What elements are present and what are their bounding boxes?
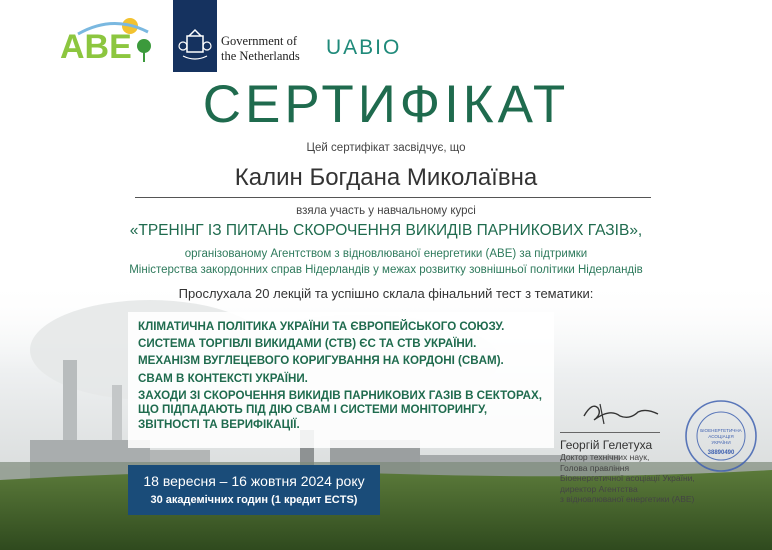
netherlands-emblem-block xyxy=(173,0,217,72)
organizer-line-2: Міністерства закордонних справ Нідерландів у межах розвитку зовнішньої політики Нідерландів xyxy=(129,264,643,276)
topics-list xyxy=(138,320,548,435)
signer-title-line: Голова правління xyxy=(560,462,630,473)
organizer-line-1: організованому Агентством з відновлюваної енергетики (АВЕ) за підтримки xyxy=(184,248,588,260)
recipient-name: Калин Богдана Миколаївна xyxy=(234,164,538,191)
academic-hours: 30 академічних годин (1 кредит ECTS) xyxy=(150,494,358,506)
completion-statement: Прослухала 20 лекцій та успішно склала фінальний тест з тематики: xyxy=(178,286,594,301)
signer-title-line: директор Агентства xyxy=(560,483,638,494)
svg-text:БІОЕНЕРГЕТИЧНА: БІОЕНЕРГЕТИЧНА xyxy=(700,428,742,433)
signer-title-line: з відновлюваної енергетики (АВЕ) xyxy=(560,494,695,504)
svg-text:ABE: ABE xyxy=(60,28,132,66)
abe-logo xyxy=(58,14,154,66)
svg-text:АСОЦІАЦІЯ: АСОЦІАЦІЯ xyxy=(708,434,734,439)
signer-name: Георгій Гелетуха xyxy=(560,438,653,452)
uabio-logo: UABIO xyxy=(326,36,402,59)
topic-item: КЛІМАТИЧНА ПОЛІТИКА УКРАЇНИ ТА ЄВРОПЕЙСЬКОГО СОЮЗУ. xyxy=(138,320,505,333)
course-dates: 18 вересня – 16 жовтня 2024 року xyxy=(143,473,365,489)
organization-stamp xyxy=(683,398,759,474)
government-name xyxy=(221,34,300,64)
svg-text:УКРАЇНИ: УКРАЇНИ xyxy=(711,440,731,445)
name-underline xyxy=(135,197,651,198)
gov-line-1: Government of xyxy=(221,34,298,48)
organizer-text xyxy=(0,246,772,278)
signature-line xyxy=(560,432,660,433)
gov-line-2: the Netherlands xyxy=(221,49,300,63)
signer-title xyxy=(560,452,695,505)
course-dates-panel xyxy=(128,465,380,515)
signer-title-line: Біоенергетичної асоціації України, xyxy=(560,473,695,483)
certificate-title: СЕРТИФІКАТ xyxy=(202,75,570,134)
course-title: «ТРЕНІНГ ІЗ ПИТАНЬ СКОРОЧЕННЯ ВИКИДІВ ПАРНИКОВИХ ГАЗІВ», xyxy=(129,222,643,239)
svg-text:38890490: 38890490 xyxy=(707,450,735,456)
topic-item: МЕХАНІЗМ ВУГЛЕЦЕВОГО КОРИГУВАННЯ НА КОРДОНІ (CBAM). xyxy=(138,354,504,368)
topic-item: ЗАХОДИ ЗІ СКОРОЧЕННЯ ВИКИДІВ ПАРНИКОВИХ ГАЗІВ В СЕКТОРАХ, ЩО ПІДПАДАЮТЬ ПІД ДІЮ CBAM І СИСТЕМИ МОНІТОРИНГУ, ЗВІТНОСТІ ТА ВЕРИФІКАЦІЇ. xyxy=(138,388,542,431)
participation-text: взяла участь у навчальному курсі xyxy=(296,205,476,217)
topic-item: СИСТЕМА ТОРГІВЛІ ВИКИДАМИ (СТВ) ЄС ТА СТВ УКРАЇНИ. xyxy=(138,337,477,351)
coat-of-arms-icon xyxy=(173,0,217,72)
signer-title-line: Доктор технічних наук, xyxy=(560,452,650,462)
intro-text: Цей сертифікат засвідчує, що xyxy=(306,142,466,154)
topic-item: CBAM В КОНТЕКСТІ УКРАЇНИ. xyxy=(138,371,308,385)
handwritten-signature xyxy=(580,398,660,428)
